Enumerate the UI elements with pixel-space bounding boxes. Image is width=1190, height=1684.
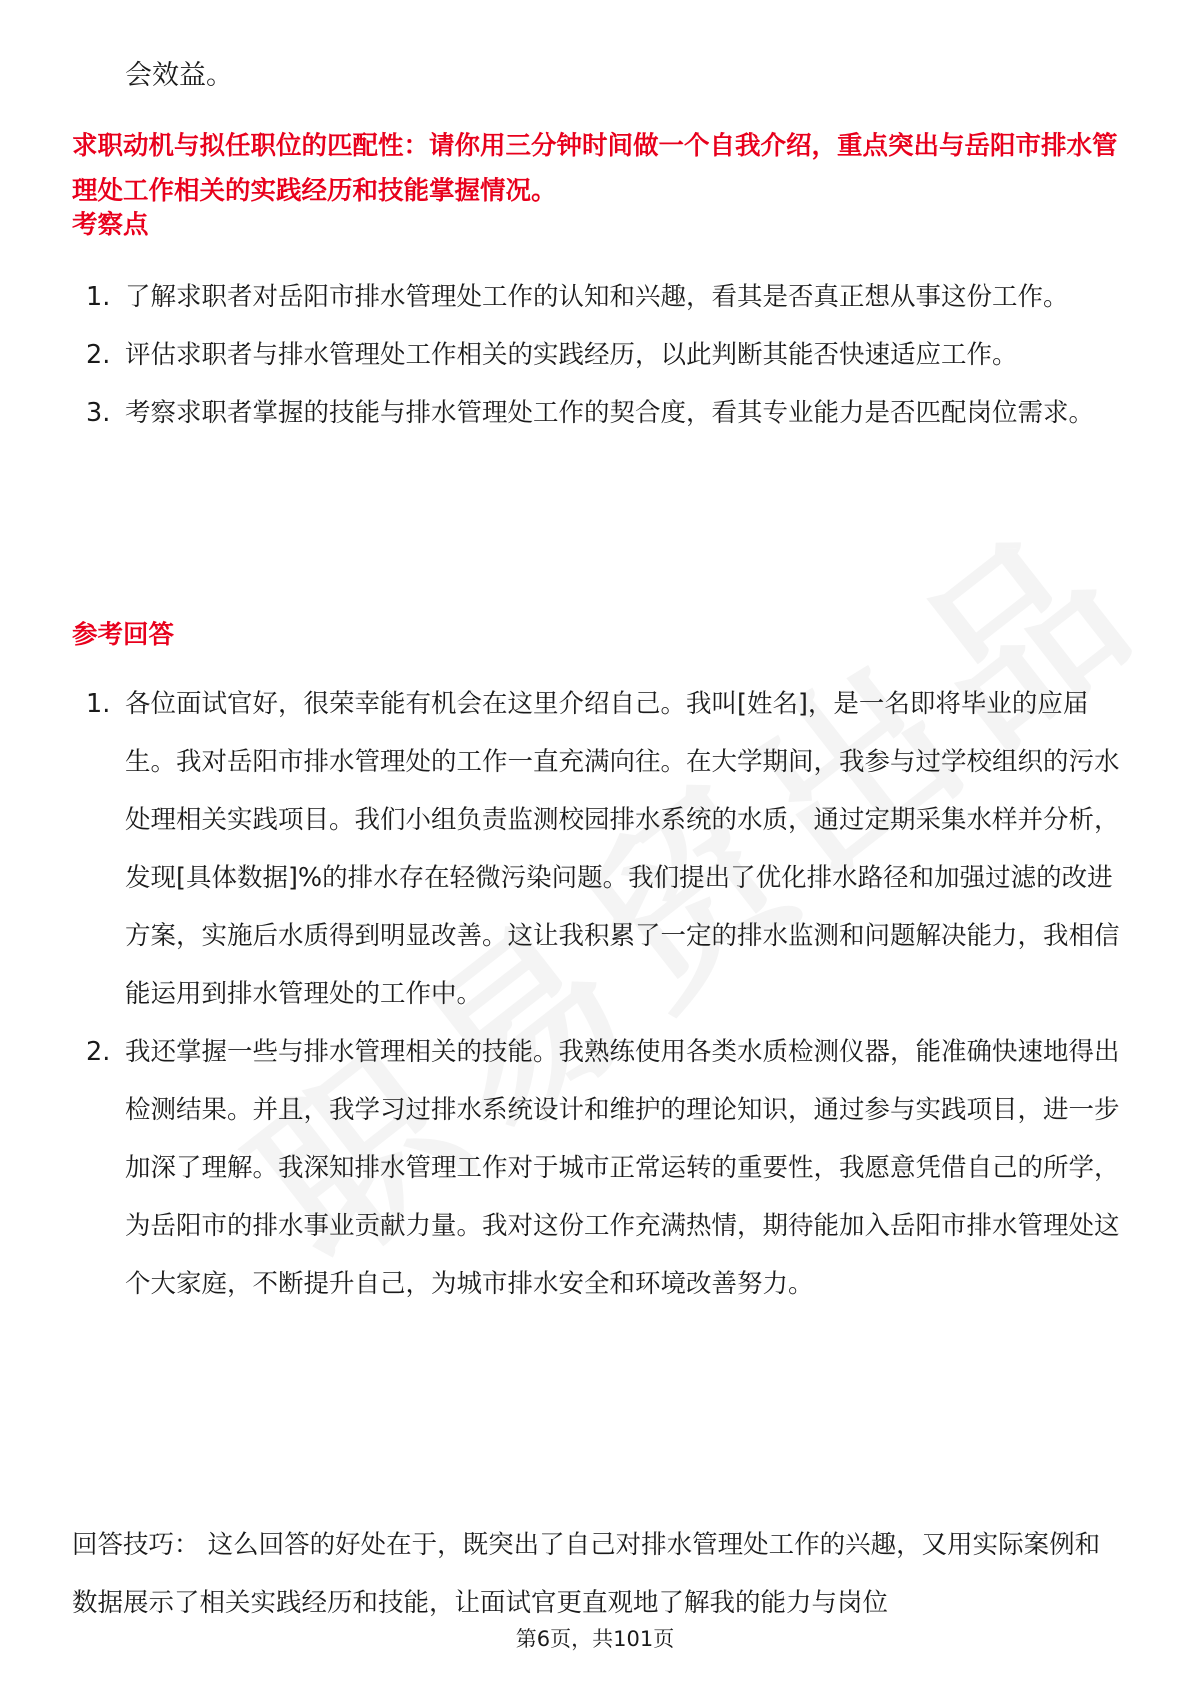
- list-item-text: 了解求职者对岳阳市排水管理处工作的认知和兴趣，看其是否真正想从事这份工作。: [125, 282, 1069, 312]
- question-heading: 求职动机与拟任职位的匹配性：请你用三分钟时间做一个自我介绍，重点突出与岳阳市排水管理处工作相关的实践经历和技能掌握情况。: [72, 131, 1118, 206]
- section-title-kaochadian: 考察点: [72, 210, 149, 240]
- cankao-list: [72, 675, 1122, 1313]
- answer-tips: 回答技巧： 这么回答的好处在于，既突出了自己对排水管理处工作的兴趣，又用实际案例和数据展示了相关实践经历和技能，让面试官更直观地了解我的能力与岗位: [72, 1530, 1101, 1618]
- list-item: [72, 326, 1122, 384]
- list-item: [72, 675, 1122, 1023]
- list-number: 2.: [86, 340, 111, 370]
- list-item-text: 各位面试官好，很荣幸能有机会在这里介绍自己。我叫[姓名]，是一名即将毕业的应届生。我对岳阳市排水管理处的工作一直充满向往。在大学期间，我参与过学校组织的污水处理相关实践项目。我们小组负责监测校园排水系统的水质，通过定期采集水样并分析，发现[具体数据]%的排水存在轻微污染问题。我们提出了优化排水路径和加强过滤的改进方案，实施后水质得到明显改善。这让我积累了一定的排水监测和问题解决能力，我相信能运用到排水管理处的工作中。: [125, 689, 1120, 1009]
- continuation-text: 会效益。: [125, 60, 233, 91]
- list-item-text: 考察求职者掌握的技能与排水管理处工作的契合度，看其专业能力是否匹配岗位需求。: [125, 398, 1095, 428]
- list-item: [72, 384, 1122, 442]
- list-item: [72, 1023, 1122, 1313]
- list-item-text: 评估求职者与排水管理处工作相关的实践经历，以此判断其能否快速适应工作。: [125, 340, 1018, 370]
- list-number: 2.: [86, 1037, 111, 1067]
- list-item-text: 我还掌握一些与排水管理相关的技能。我熟练使用各类水质检测仪器，能准确快速地得出检测结果。并且，我学习过排水系统设计和维护的理论知识，通过参与实践项目，进一步加深了理解。我深知排水管理工作对于城市正常运转的重要性，我愿意凭借自己的所学，为岳阳市的排水事业贡献力量。我对这份工作充满热情，期待能加入岳阳市排水管理处这个大家庭，不断提升自己，为城市排水安全和环境改善努力。: [125, 1037, 1120, 1299]
- list-number: 3.: [86, 398, 111, 428]
- section-title-cankao: 参考回答: [72, 620, 175, 650]
- list-number: 1.: [86, 689, 111, 719]
- list-item: [72, 268, 1122, 326]
- kaochadian-list: [72, 268, 1122, 442]
- page-number: 第6页，共101页: [515, 1627, 675, 1651]
- list-number: 1.: [86, 282, 111, 312]
